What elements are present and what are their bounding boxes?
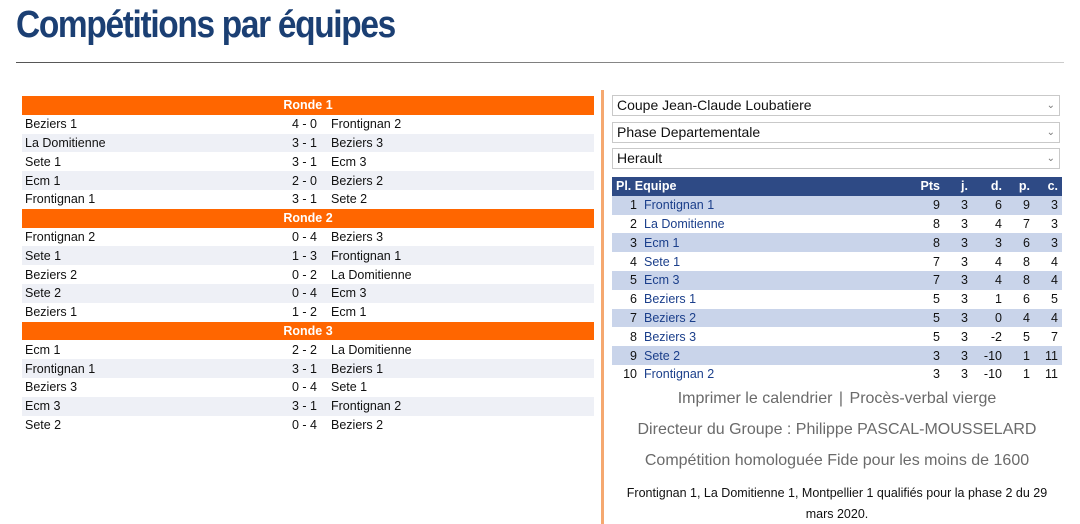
standing-place: 9	[612, 346, 640, 365]
away-team: Frontignan 2	[328, 397, 594, 416]
phase-select-value: Phase Departementale	[617, 124, 761, 140]
standing-team[interactable]: Frontignan 2	[640, 365, 914, 384]
away-team: Beziers 3	[328, 134, 594, 153]
homologation-note[interactable]: Compétition homologuée Fide pour les moins de 1600	[644, 452, 1030, 469]
home-team: Ecm 1	[25, 342, 61, 357]
standing-points-for: 1	[1006, 365, 1034, 384]
match-row	[22, 171, 594, 190]
standing-played: 3	[944, 327, 972, 346]
title-divider	[16, 62, 1064, 63]
standing-pts: 3	[914, 365, 944, 384]
match-row	[22, 246, 594, 265]
match-row	[22, 303, 594, 322]
match-row	[22, 115, 594, 134]
standing-team[interactable]: La Domitienne	[640, 215, 914, 234]
link-separator: |	[838, 390, 844, 407]
round-header	[22, 322, 594, 341]
header-j: j.	[944, 177, 972, 196]
standing-team[interactable]: Sete 1	[640, 252, 914, 271]
match-row	[22, 152, 594, 171]
standing-diff: 4	[972, 215, 1006, 234]
standing-played: 3	[944, 252, 972, 271]
standing-place: 8	[612, 327, 640, 346]
standing-points-against: 5	[1034, 290, 1062, 309]
blank-report-link[interactable]: Procès-verbal vierge	[849, 390, 997, 407]
print-calendar-link[interactable]: Imprimer le calendrier	[677, 390, 833, 407]
standing-played: 3	[944, 233, 972, 252]
match-score: 0 - 4	[292, 380, 318, 395]
home-team: Sete 2	[25, 417, 62, 432]
match-score: 0 - 4	[292, 417, 318, 432]
standing-points-for: 1	[1006, 346, 1034, 365]
match-row	[22, 340, 594, 359]
away-team: Ecm 1	[331, 305, 367, 320]
away-team: Sete 2	[331, 192, 368, 207]
home-team: Beziers 1	[25, 117, 78, 132]
match-row	[22, 265, 594, 284]
standing-pts: 5	[914, 327, 944, 346]
round-title: Ronde 3	[22, 322, 594, 341]
standing-team[interactable]: Ecm 3	[640, 271, 914, 290]
column-divider	[601, 90, 604, 524]
match-score: 4 - 0	[292, 117, 318, 132]
header-p: p.	[1006, 177, 1034, 196]
chevron-down-icon: ⌄	[1046, 153, 1055, 164]
match-score: 3 - 1	[292, 154, 318, 169]
standing-team[interactable]: Beziers 1	[640, 290, 914, 309]
home-team: Frontignan 1	[25, 192, 96, 207]
standing-team[interactable]: Beziers 2	[640, 309, 914, 328]
away-team: Beziers 1	[328, 359, 594, 378]
chevron-down-icon: ⌄	[1046, 127, 1055, 138]
standings-row	[612, 215, 1062, 234]
document-links	[612, 390, 1062, 408]
away-team: Beziers 3	[331, 229, 384, 244]
standing-diff: 4	[972, 252, 1006, 271]
standing-diff: -10	[972, 365, 1006, 384]
chevron-down-icon: ⌄	[1046, 100, 1055, 111]
standings-row	[612, 233, 1062, 252]
match-score: 1 - 3	[280, 246, 328, 265]
standings-row	[612, 309, 1062, 328]
round-header	[22, 96, 594, 115]
standing-diff: 3	[972, 233, 1006, 252]
standing-points-for: 6	[1006, 233, 1034, 252]
away-team: Beziers 2	[331, 417, 384, 432]
standing-played: 3	[944, 290, 972, 309]
competition-select-value: Coupe Jean-Claude Loubatiere	[617, 97, 812, 113]
standing-place: 3	[612, 233, 640, 252]
standing-played: 3	[944, 365, 972, 384]
match-row	[22, 190, 594, 209]
match-row	[22, 397, 594, 416]
standing-played: 3	[944, 215, 972, 234]
home-team: Ecm 3	[22, 397, 280, 416]
match-score: 0 - 2	[292, 267, 318, 282]
away-team: La Domitienne	[331, 267, 412, 282]
match-score: 0 - 4	[292, 229, 318, 244]
home-team: Sete 1	[22, 246, 280, 265]
standing-points-against: 7	[1034, 327, 1062, 346]
qualification-note: Frontignan 1, La Domitienne 1, Montpellier 1 qualifiés pour la phase 2 du 29 mars 2020.	[626, 486, 1048, 521]
standing-diff: -2	[972, 327, 1006, 346]
standing-pts: 7	[914, 271, 944, 290]
standing-points-for: 7	[1006, 215, 1034, 234]
away-team: Ecm 3	[328, 284, 594, 303]
standing-points-against: 3	[1034, 233, 1062, 252]
standing-played: 3	[944, 196, 972, 215]
competition-select[interactable]	[612, 95, 1060, 116]
standing-pts: 5	[914, 290, 944, 309]
standing-team[interactable]: Sete 2	[640, 346, 914, 365]
home-team: Beziers 3	[25, 380, 78, 395]
standing-points-for: 6	[1006, 290, 1034, 309]
region-select-value: Herault	[617, 150, 663, 166]
standing-place: 10	[612, 365, 640, 384]
match-row	[22, 359, 594, 378]
standings-row	[612, 365, 1062, 384]
standing-place: 7	[612, 309, 640, 328]
header-pl: Pl.	[616, 179, 632, 194]
match-row	[22, 228, 594, 247]
home-team: Beziers 2	[25, 267, 78, 282]
away-team: Frontignan 2	[331, 117, 402, 132]
standing-place: 2	[612, 215, 640, 234]
away-team: Frontignan 1	[328, 246, 594, 265]
standing-played: 3	[944, 346, 972, 365]
match-score: 1 - 2	[292, 305, 318, 320]
standing-diff: -10	[972, 346, 1006, 365]
away-team: La Domitienne	[331, 342, 412, 357]
results-table	[22, 96, 594, 434]
standings-row	[612, 252, 1062, 271]
page-title: Compétitions par équipes	[16, 4, 395, 46]
home-team: Beziers 1	[25, 305, 78, 320]
round-title: Ronde 1	[22, 96, 594, 115]
standing-points-against: 3	[1034, 196, 1062, 215]
round-title: Ronde 2	[22, 209, 594, 228]
standing-points-for: 5	[1006, 327, 1034, 346]
standing-team[interactable]: Ecm 1	[640, 233, 914, 252]
match-score: 3 - 1	[280, 134, 328, 153]
group-director[interactable]: Directeur du Groupe : Philippe PASCAL-MOUSSELARD	[637, 421, 1037, 438]
match-row	[22, 284, 594, 303]
standings-row	[612, 327, 1062, 346]
round-header	[22, 209, 594, 228]
standings-row	[612, 290, 1062, 309]
standings-row	[612, 346, 1062, 365]
standing-diff: 4	[972, 271, 1006, 290]
home-team: La Domitienne	[22, 134, 280, 153]
standing-team[interactable]: Beziers 3	[640, 327, 914, 346]
standing-place: 5	[612, 271, 640, 290]
match-score: 0 - 4	[280, 284, 328, 303]
standing-points-against: 4	[1034, 309, 1062, 328]
standing-place: 1	[612, 196, 640, 215]
match-row	[22, 378, 594, 397]
standings-row	[612, 196, 1062, 215]
home-team: Frontignan 2	[25, 229, 96, 244]
header-pts: Pts	[914, 177, 944, 196]
standing-points-against: 4	[1034, 252, 1062, 271]
match-score: 3 - 1	[292, 192, 318, 207]
standing-points-for: 9	[1006, 196, 1034, 215]
away-team: Sete 1	[331, 380, 368, 395]
region-select[interactable]	[612, 148, 1060, 169]
standing-pts: 9	[914, 196, 944, 215]
standing-points-against: 11	[1034, 365, 1062, 384]
away-team: Ecm 3	[331, 154, 367, 169]
standing-pts: 3	[914, 346, 944, 365]
standing-diff: 0	[972, 309, 1006, 328]
standing-points-for: 8	[1006, 252, 1034, 271]
standing-pts: 8	[914, 215, 944, 234]
standings-row	[612, 271, 1062, 290]
standing-points-for: 4	[1006, 309, 1034, 328]
standing-points-for: 8	[1006, 271, 1034, 290]
standing-pts: 8	[914, 233, 944, 252]
home-team: Frontignan 1	[22, 359, 280, 378]
phase-select[interactable]	[612, 122, 1060, 143]
match-score: 3 - 1	[280, 359, 328, 378]
away-team: Beziers 2	[328, 171, 594, 190]
match-score: 2 - 2	[292, 342, 318, 357]
standing-points-against: 11	[1034, 346, 1062, 365]
match-score: 3 - 1	[280, 397, 328, 416]
standing-place: 4	[612, 252, 640, 271]
standing-played: 3	[944, 309, 972, 328]
standing-diff: 1	[972, 290, 1006, 309]
header-team: Equipe	[634, 179, 677, 194]
match-row	[22, 416, 594, 435]
home-team: Sete 1	[25, 154, 62, 169]
standing-points-against: 3	[1034, 215, 1062, 234]
standing-points-against: 4	[1034, 271, 1062, 290]
standing-pts: 7	[914, 252, 944, 271]
home-team: Sete 2	[22, 284, 280, 303]
standing-team[interactable]: Frontignan 1	[640, 196, 914, 215]
standing-pts: 5	[914, 309, 944, 328]
match-row	[22, 134, 594, 153]
standing-played: 3	[944, 271, 972, 290]
header-d: d.	[972, 177, 1006, 196]
home-team: Ecm 1	[22, 171, 280, 190]
standing-diff: 6	[972, 196, 1006, 215]
standings-header-row	[612, 177, 1062, 196]
header-c: c.	[1034, 177, 1062, 196]
match-score: 2 - 0	[280, 171, 328, 190]
standing-place: 6	[612, 290, 640, 309]
standings-header-pl-equipe	[612, 177, 914, 196]
standings-table	[612, 177, 1062, 384]
